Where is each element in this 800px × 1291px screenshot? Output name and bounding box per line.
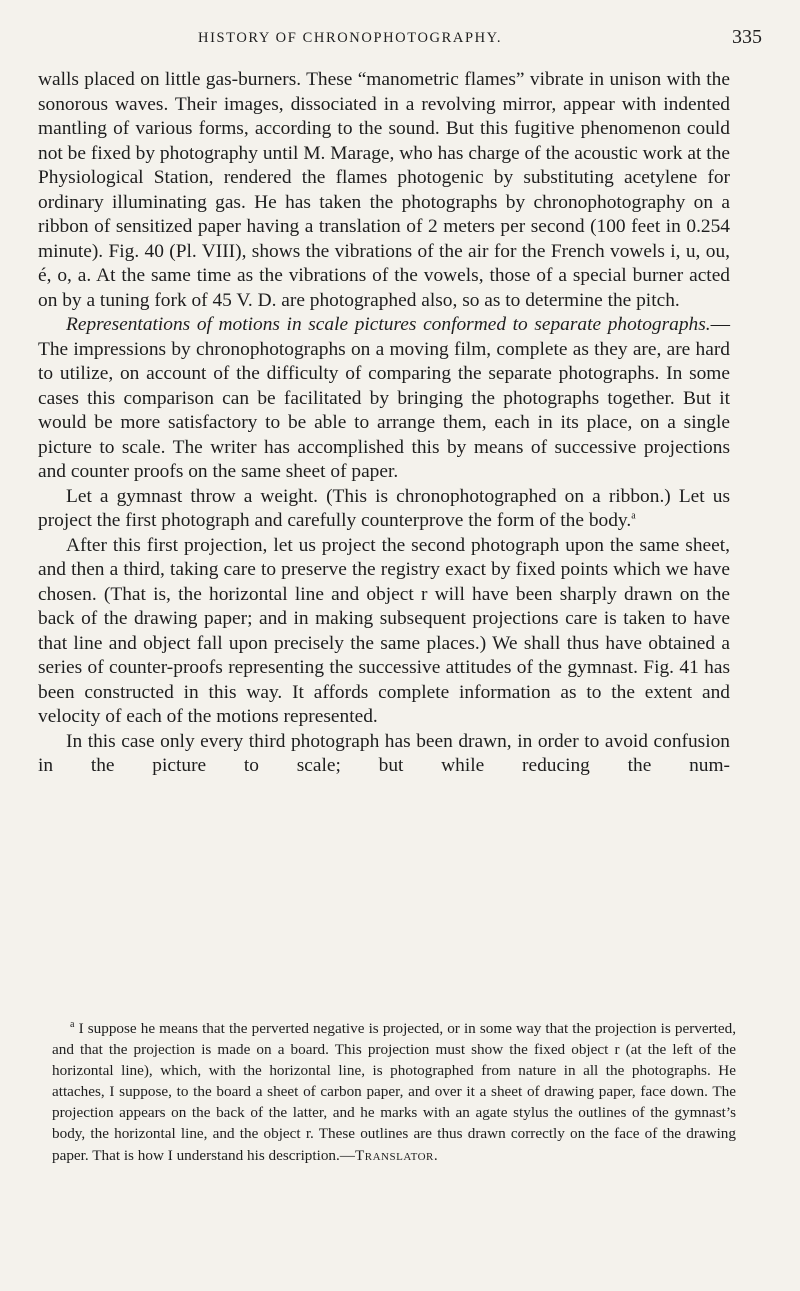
paragraph-gymnast-text: Let a gymnast throw a weight. (This is chronophotographed on a ribbon.) Let us project the first photograph and carefully counterprove the form of the body. [38, 485, 730, 531]
section-heading: Representations of motions in scale pictures conformed to separate photographs. [66, 314, 711, 335]
footnote-signature: Translator. [355, 1146, 439, 1164]
section-heading-text: —The impressions by chronophotographs on a moving film, complete as they are, are hard to utilize, on account of the difficulty of comparing the separate photographs. In some cases this comparison can be facilitated by bringing the photographs together. But it would be more satisfactory to be able to arrange them, each in its place, on a single picture to scale. The writer has accomplished this by means of successive projections and counter proofs on the same sheet of paper. [38, 314, 730, 482]
paragraph-every-third: In this case only every third photograph has been drawn, in order to avoid confusion in the picture to scale; but while reducing the num- [38, 730, 730, 776]
footnote [52, 1018, 736, 1166]
running-head [38, 26, 762, 56]
page-number: 335 [732, 26, 762, 48]
body-text [38, 68, 730, 779]
paragraph-scale-pictures [38, 313, 730, 485]
paragraph-projection: After this first projection, let us project the second photograph upon the same sheet, and then a third, taking care to preserve the registry exact by fixed points which we have chosen. (That is, the horizontal line and object r will have been sharply drawn on the back of the drawing paper; and in making subsequent projections care is taken to have that line and object fall upon precisely the same places.) We shall thus have obtained a series of counter-proofs representing the successive attitudes of the gymnast. Fig. 41 has been constructed in this way. It affords complete information as to the extent and velocity of each of the motions represented. [38, 534, 730, 727]
paragraph-gymnast [38, 485, 730, 534]
footnote-text: I suppose he means that the perverted negative is projected, or in some way that the projection is perverted, and that the projection is made on a board. This projection must show the fixed object r (at the left of the horizontal line), which, with the horizontal line, is photographed from nature in all the photographs. He attaches, I suppose, to the board a sheet of carbon paper, and over it a sheet of drawing paper, face down. The projection appears on the back of the latter, and he marks with an agate stylus the outlines of the gymnast’s body, the horizontal line, and the object r. These outlines are thus drawn correctly on the face of the drawing paper. That is how I understand his description.— [52, 1020, 736, 1164]
footnote-reference: a [631, 510, 636, 522]
footnote-mark: a [70, 1018, 75, 1030]
footnote-paragraph [52, 1018, 736, 1166]
paragraph-manometric-flames: walls placed on little gas-burners. These “manometric flames” vibrate in unison with the sonorous waves. Their images, dissociated in a revolving mirror, appear with indented mantling of various forms, according to the sound. But this fugitive phenomenon could not be fixed by photography until M. Marage, who has charge of the acoustic work at the Physiological Station, rendered the flames photogenic by substituting acetylene for ordinary illuminating gas. He has taken the photographs by chronophotography on a ribbon of sensitized paper having a translation of 2 meters per second (100 feet in 0.254 minute). Fig. 40 (Pl. VIII), shows the vibrations of the air for the French vowels i, u, ou, é, o, a. At the same time as the vibrations of the vowels, those of a special burner acted on by a tuning fork of 45 V. D. are photographed also, so as to determine the pitch. [38, 69, 730, 311]
running-title: HISTORY OF CHRONOPHOTOGRAPHY. [198, 30, 503, 46]
